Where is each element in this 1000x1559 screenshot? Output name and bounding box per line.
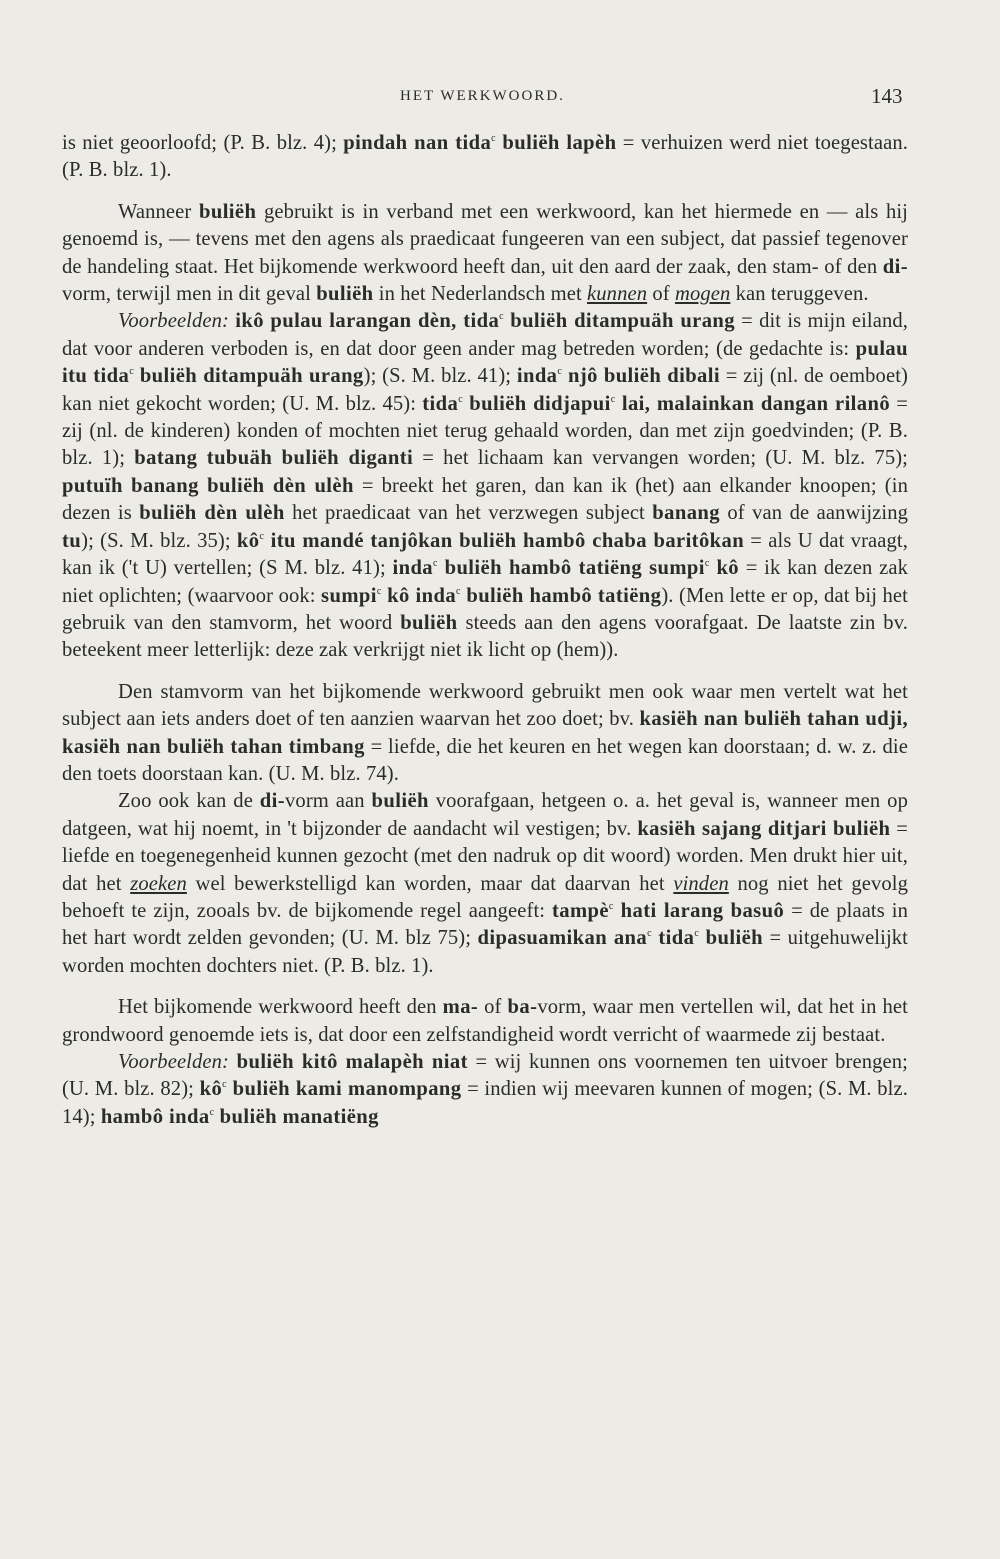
malay-term: batang tubuäh buliëh diganti [134, 447, 414, 470]
text-run: of [478, 996, 508, 1019]
malay-term: kô [236, 529, 260, 552]
text-run: = de plaats in het hart wordt zelden gevonden; (U. M. blz 75); [62, 899, 908, 950]
text-run: gebruikt is in verband met een werkwoord, kan het hiermede en — als hij genoemd is, — tevens met den agens als praedicaat fungeeren van een subject, dat passief tegenover de handeling staat. Het bijkomende werkwoord heeft dan, uit den aard der zaak, den stam- of den [62, 200, 908, 278]
malay-term: buliëh dèn ulèh [139, 502, 285, 525]
text-run: = ik kan dezen zak niet oplichten; (waarvoor ook: [62, 557, 908, 607]
paragraph [62, 788, 908, 980]
malay-term: buliëh kitô malapèh niat [236, 1051, 468, 1073]
text-run: Zoo ook kan de [118, 790, 260, 813]
malay-term: buliëh manatiëng [214, 1105, 379, 1128]
emphasized-word: vinden [673, 872, 729, 895]
malay-term: tida [651, 927, 695, 950]
emphasized-word: mogen [674, 283, 731, 306]
text-run: = als U dat vraagt, kan ik ('t U) vertellen; (S M. blz. 41); [62, 529, 908, 580]
text-run: = wij kunnen ons voornemen ten uitvoer brengen; (U. M. blz. 82); [62, 1051, 908, 1101]
text-run: steeds aan den agens voorafgaat. De laatste zin bv. beteekent meer letterlijk: deze zak verkrijgt niet ik licht op (hem)). [62, 611, 908, 662]
glottal-mark: c [129, 366, 134, 378]
malay-term: buliëh [198, 200, 257, 223]
text-run: voorafgaan, hetgeen o. a. het geval is, wanneer men op datgeen, wat hij noemt, in 't bijzonder de aandacht wil vestigen; bv. [62, 790, 908, 840]
body-text [62, 130, 908, 1131]
glottal-mark: c [694, 928, 699, 940]
page-number: 143 [871, 84, 903, 108]
paragraph [62, 994, 908, 1049]
malay-term: buliëh hambô tatiëng [460, 584, 662, 607]
emphasized-word: zoeken [130, 872, 187, 895]
glottal-mark: c [499, 311, 504, 323]
text-run: ); (S. M. blz. 41); [363, 365, 517, 388]
glottal-mark: c [610, 393, 616, 405]
running-head [0, 84, 1000, 114]
text-run: of van de aanwijzing [719, 502, 909, 525]
text-run: = verhuizen werd niet toegestaan. (P. B. blz. 1). [62, 132, 908, 182]
malay-term: buliëh lapèh [495, 132, 617, 154]
malay-term: kasiëh nan buliëh tahan udji, kasiëh nan buliëh tahan timbang [62, 708, 908, 758]
malay-term: buliëh [371, 790, 429, 813]
text-run: het praedicaat van het verzwegen subject [284, 502, 653, 525]
text-run: ). (Men lette er op, dat bij het gebruik van den stamvorm, het woord [62, 584, 908, 634]
glottal-mark: c [433, 558, 438, 570]
malay-term: buliëh didjapui [462, 392, 611, 415]
malay-term: di- [259, 790, 286, 813]
glottal-mark: c [259, 530, 265, 542]
text-run: = zij (nl. de kinderen) konden of mochten niet terug gehaald worden, dan met zijn goedvinden; (P. B. blz. 1); [62, 392, 909, 470]
paragraph [62, 130, 908, 185]
glottal-mark: c [704, 558, 710, 570]
text-run: = indien wij meevaren kunnen of mogen; (S. M. blz. 14); [62, 1078, 908, 1128]
text-run: vorm, waar men vertellen wil, dat het in het grondwoord genoemde iets is, dat door een zelfstandigheid wordt verricht of waarmede zij bestaat. [62, 996, 908, 1046]
text-run: = zij (nl. de oemboet) kan niet gekocht worden; (U. M. blz. 45): [62, 365, 908, 415]
emphasized-word: kunnen [587, 283, 648, 306]
text-run: ); (S. M. blz. 35); [81, 529, 237, 552]
malay-term: kô [199, 1078, 223, 1101]
malay-term: njô buliëh dibali [561, 365, 720, 388]
text-run: wel bewerkstelligd kan worden, maar dat daarvan het [186, 872, 674, 895]
glottal-mark: c [608, 900, 614, 912]
text-run: = liefde en toegenegenheid kunnen gezocht (met den nadruk op dit woord) worden. Men drukt hier uit, dat het [62, 817, 909, 895]
glottal-mark: c [458, 393, 463, 405]
text-run: Wanneer [118, 200, 199, 223]
malay-term: sumpi [321, 584, 377, 607]
text-run: Het bijkomende werkwoord heeft den [118, 996, 443, 1019]
malay-term: kô inda [381, 584, 457, 607]
paragraph [62, 199, 908, 309]
malay-term: dipasuamikan ana [477, 927, 648, 950]
malay-term: buliëh kami manompang [226, 1078, 462, 1101]
malay-term: kasiëh sajang ditjari buliëh [637, 817, 891, 840]
glottal-mark: c [209, 1106, 215, 1118]
text-run: = het lichaam kan vervangen worden; (U. M. blz. 75); [413, 447, 908, 470]
text-run: vorm aan [285, 790, 372, 813]
malay-term: itu mandé tanjôkan buliëh hambô chaba baritôkan [264, 529, 745, 552]
text-run [229, 1051, 237, 1073]
glottal-mark: c [222, 1079, 227, 1091]
text-run: = breekt het garen, dan kan ik (het) aan elkander knoopen; (in dezen is [62, 474, 908, 525]
malay-term: di- [882, 255, 908, 278]
malay-term: lai, malainkan dangan rilanô [615, 392, 891, 415]
malay-term: buliëh [698, 927, 763, 950]
malay-term: buliëh ditampuäh urang [503, 310, 735, 333]
malay-term: ikô pulau larangan dèn, tida [235, 310, 500, 333]
glottal-mark: c [557, 366, 562, 378]
glottal-mark: c [647, 928, 652, 940]
glottal-mark: c [491, 133, 496, 144]
malay-term: buliëh ditampuäh urang [133, 365, 364, 388]
text-run: = liefde, die het keuren en het wegen kan doorstaan; d. w. z. die den toets doorstaan kan. (U. M. blz. 74). [62, 735, 908, 785]
glottal-mark: c [456, 585, 461, 597]
text-run: is niet geoorloofd; (P. B. blz. 4); [62, 132, 344, 154]
text-run: of [647, 283, 675, 306]
malay-term: putuïh banang buliëh dèn ulèh [62, 474, 354, 497]
malay-term: ba- [507, 996, 538, 1019]
malay-term: pindah nan tida [343, 132, 492, 154]
malay-term: tu [62, 529, 82, 552]
text-run: = uitgehuwelijkt worden mochten dochters niet. (P. B. blz. 1). [62, 927, 908, 977]
malay-term: hambô inda [100, 1105, 210, 1128]
italic-label: Voorbeelden: [118, 1051, 229, 1073]
malay-term: buliëh hambô tatiëng sumpi [437, 557, 705, 580]
malay-term: ma- [442, 996, 479, 1019]
malay-term: tida [422, 392, 459, 415]
text-run: vorm, terwijl men in dit geval [62, 283, 317, 306]
text-run: = dit is mijn eiland, dat voor anderen verboden is, en dat door geen ander mag betreden worden; (de gedachte is: [62, 310, 909, 360]
italic-label: Voorbeelden: [118, 310, 229, 333]
paragraph [62, 308, 908, 664]
paragraph [62, 1049, 908, 1131]
malay-term: pulau itu tida [62, 337, 908, 388]
malay-term: tampè [552, 899, 609, 922]
malay-term: hati larang basuô [613, 899, 785, 922]
malay-term: buliëh [400, 611, 458, 634]
text-run: nog niet het gevolg behoeft te zijn, zooals bv. de bijkomende regel aangeeft: [62, 872, 909, 922]
malay-term: inda [392, 557, 434, 580]
paragraph [62, 679, 908, 789]
malay-term: inda [516, 365, 558, 388]
malay-term: kô [709, 557, 739, 580]
running-title: HET WERKWOORD. [400, 88, 565, 104]
glottal-mark: c [376, 585, 382, 597]
text-run: Den stamvorm van het bijkomende werkwoord gebruikt men ook waar men vertelt wat het subject aan iets anders doet of ten aanzien waarvan het zoo doet; bv. [62, 680, 908, 731]
text-run: in het Nederlandsch met [373, 283, 588, 306]
malay-term: buliëh [316, 283, 374, 306]
text-run: kan teruggeven. [730, 283, 869, 306]
malay-term: banang [652, 502, 720, 525]
